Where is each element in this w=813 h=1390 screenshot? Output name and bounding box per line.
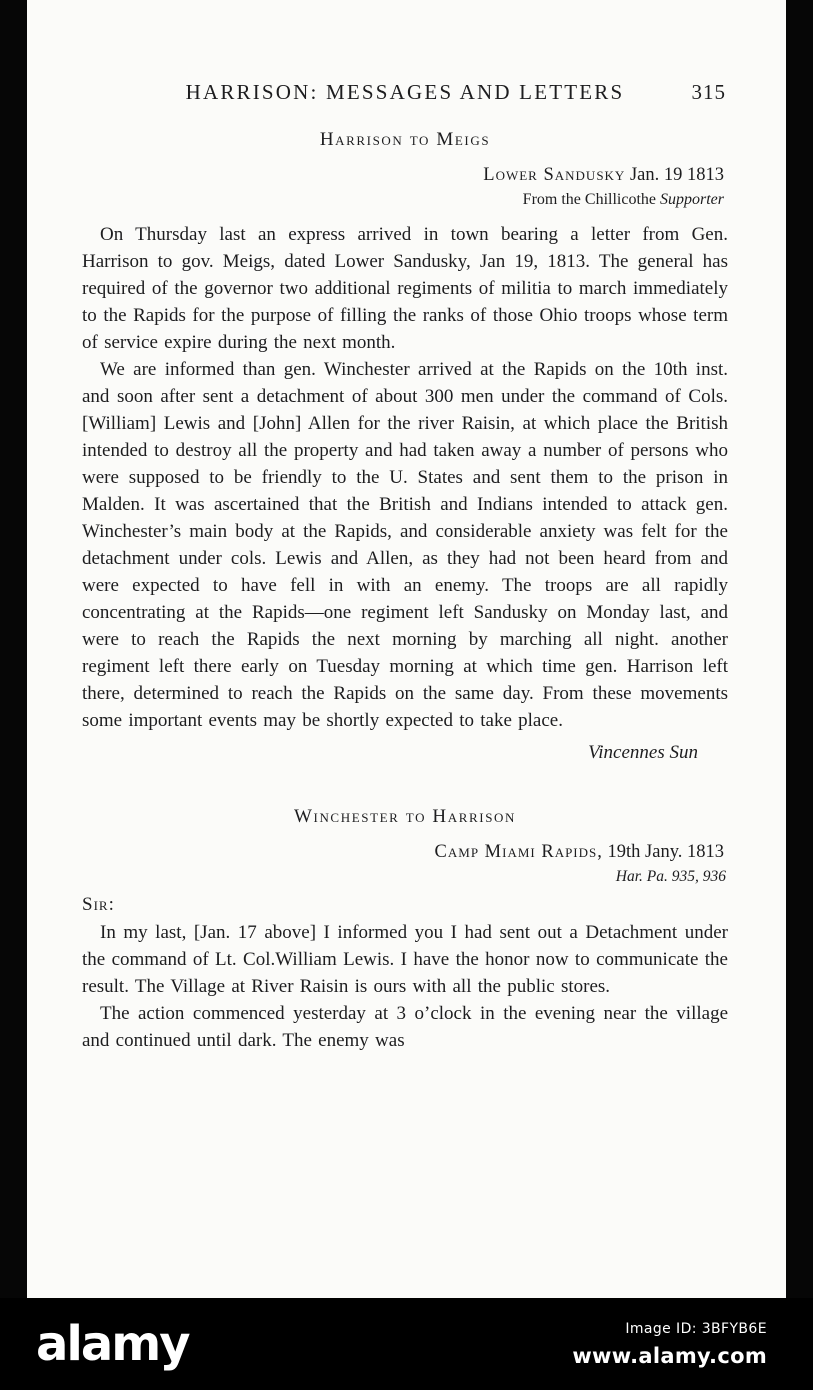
dateline-place: Camp Miami Rapids, xyxy=(434,842,603,862)
page-content xyxy=(82,80,728,1054)
dateline-date: Jan. 19 1813 xyxy=(625,165,724,185)
paragraph: We are informed than gen. Winchester arrived at the Rapids on the 10th inst. and soon after sent a detachment of about 300 men under the command of Cols. [William] Lewis and [John] Allen for the river Raisin, at which place the British intended to destroy all the property and had taken away a number of persons who were supposed to be friendly to the U. States and sent them to the prison in Malden. It was ascertained that the British and Indians intended to attack gen. Winchester’s main body at the Rapids, and considerable anxiety was felt for the detachment under cols. Lewis and Allen, as they had not been heard from and were expected to have fell in with an enemy. The troops are all rapidly concentrating at the Rapids—one regiment left Sandusky on Monday last, and were to reach the Rapids the next morning by marching all night. another regiment left there early on Tuesday morning at which time gen. Harrison left there, determined to reach the Rapids on the same day. From these movements some important events may be shortly expected to take place. xyxy=(82,359,728,731)
signature: Vincennes Sun xyxy=(588,742,698,763)
watermark-info xyxy=(572,1321,767,1368)
watermark-bar xyxy=(0,1298,813,1390)
letter-heading: Winchester to Harrison xyxy=(293,806,516,827)
right-watermark-strip xyxy=(786,0,813,1390)
source-name: Supporter xyxy=(660,191,724,208)
salutation: Sir: xyxy=(82,894,115,915)
alamy-logo: alamy xyxy=(36,1316,189,1372)
book-title: HARRISON: MESSAGES AND LETTERS xyxy=(185,80,625,104)
citation: Har. Pa. 935, 936 xyxy=(615,868,726,885)
running-header xyxy=(82,80,728,105)
paragraph: The action commenced yesterday at 3 o’clock in the evening near the village and continued until dark. The enemy was xyxy=(82,1003,728,1051)
page-number: 315 xyxy=(691,80,726,104)
letter-harrison-to-meigs xyxy=(82,129,728,764)
letter-winchester-to-harrison xyxy=(82,806,728,1054)
source-line xyxy=(82,191,728,209)
alamy-url: www.alamy.com xyxy=(572,1343,767,1368)
dateline xyxy=(82,165,728,186)
dateline-place: Lower Sandusky xyxy=(483,165,626,185)
left-watermark-strip xyxy=(0,0,27,1390)
dateline xyxy=(82,842,728,863)
paragraph: In my last, [Jan. 17 above] I informed you I had sent out a Detachment under the command of Lt. Col.William Lewis. I have the honor now to communicate the result. The Village at River Raisin is ours with all the public stores. xyxy=(82,922,728,997)
letter-heading: Harrison to Meigs xyxy=(319,129,491,150)
dateline-date: 19th Jany. 1813 xyxy=(602,842,724,862)
paragraph: On Thursday last an express arrived in town bearing a letter from Gen. Harrison to gov. Meigs, dated Lower Sandusky, Jan 19, 1813. The general has required of the governor two additional regiments of militia to march immediately to the Rapids for the purpose of filling the ranks of those Ohio troops whose term of service expire during the next month. xyxy=(82,224,728,353)
image-id-label: Image ID: 3BFYB6E xyxy=(625,1320,767,1337)
source-prefix: From the Chillicothe xyxy=(522,191,660,208)
